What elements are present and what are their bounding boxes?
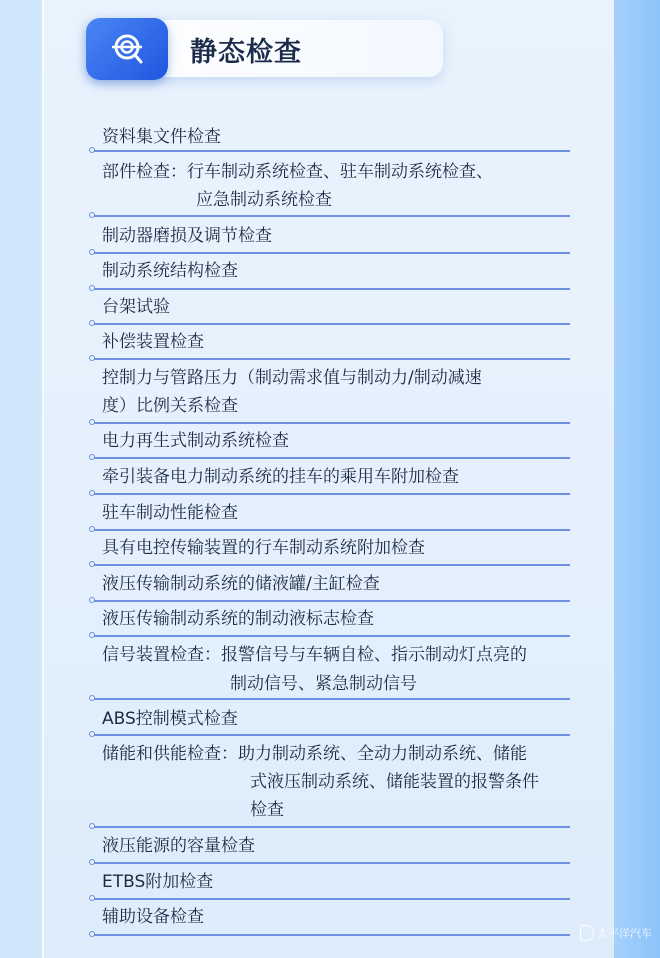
list-item-text-continued: 式液压制动系统、储能装置的报警条件 xyxy=(250,772,539,792)
list-item-text: 电力再生式制动系统检查 xyxy=(102,431,289,451)
list-divider xyxy=(92,600,570,602)
list-item-text-continued: 度）比例关系检查 xyxy=(102,396,238,416)
list-divider xyxy=(92,529,570,531)
list-divider xyxy=(92,457,570,459)
list-divider xyxy=(92,898,570,900)
list-item-text: ABS控制模式检查 xyxy=(102,709,238,729)
list-item-text: 制动系统结构检查 xyxy=(102,261,238,281)
list-divider xyxy=(92,698,570,700)
watermark-logo-icon xyxy=(580,925,594,941)
list-item-text: 制动器磨损及调节检查 xyxy=(102,226,272,246)
list-item-text: 辅助设备检查 xyxy=(102,907,204,927)
list-divider xyxy=(92,862,570,864)
list-divider xyxy=(92,422,570,424)
list-item-text: 液压传输制动系统的制动液标志检查 xyxy=(102,609,374,629)
list-divider xyxy=(92,734,570,736)
list-divider xyxy=(92,635,570,637)
background-glow xyxy=(614,0,660,958)
watermark xyxy=(580,925,652,941)
list-item-text: 驻车制动性能检查 xyxy=(102,503,238,523)
list-divider xyxy=(92,150,570,152)
list-item-text: 部件检查：行车制动系统检查、驻车制动系统检查、 xyxy=(102,162,493,182)
list-divider xyxy=(92,564,570,566)
list-item-text-continued: 应急制动系统检查 xyxy=(196,190,332,210)
list-item-text-continued: 检查 xyxy=(250,800,284,820)
list-item-text: 台架试验 xyxy=(102,297,170,317)
list-item-text: 具有电控传输装置的行车制动系统附加检查 xyxy=(102,538,425,558)
list-item-text: 牵引装备电力制动系统的挂车的乘用车附加检查 xyxy=(102,467,459,487)
list-divider xyxy=(92,934,570,936)
section-title: 静态检查 xyxy=(190,37,302,68)
list-item-text-continued: 制动信号、紧急制动信号 xyxy=(230,674,417,694)
watermark-text: 太平洋汽车 xyxy=(597,927,652,940)
list-divider xyxy=(92,826,570,828)
list-item-text: 补偿装置检查 xyxy=(102,332,204,352)
list-divider xyxy=(92,358,570,360)
list-item-text: 控制力与管路压力（制动需求值与制动力/制动减速 xyxy=(102,368,482,388)
list-item-text: ETBS附加检查 xyxy=(102,872,214,892)
list-item-text: 信号装置检查：报警信号与车辆自检、指示制动灯点亮的 xyxy=(102,645,527,665)
list-divider xyxy=(92,252,570,254)
list-item-text: 液压能源的容量检查 xyxy=(102,836,255,856)
list-divider xyxy=(92,288,570,290)
list-item-text: 液压传输制动系统的储液罐/主缸检查 xyxy=(102,574,380,594)
list-item-text: 储能和供能检查：助力制动系统、全动力制动系统、储能 xyxy=(102,744,527,764)
list-item-text: 资料集文件检查 xyxy=(102,127,221,147)
list-divider xyxy=(92,493,570,495)
list-divider xyxy=(92,215,570,217)
magnifier-target-icon xyxy=(86,18,168,80)
list-divider xyxy=(92,323,570,325)
